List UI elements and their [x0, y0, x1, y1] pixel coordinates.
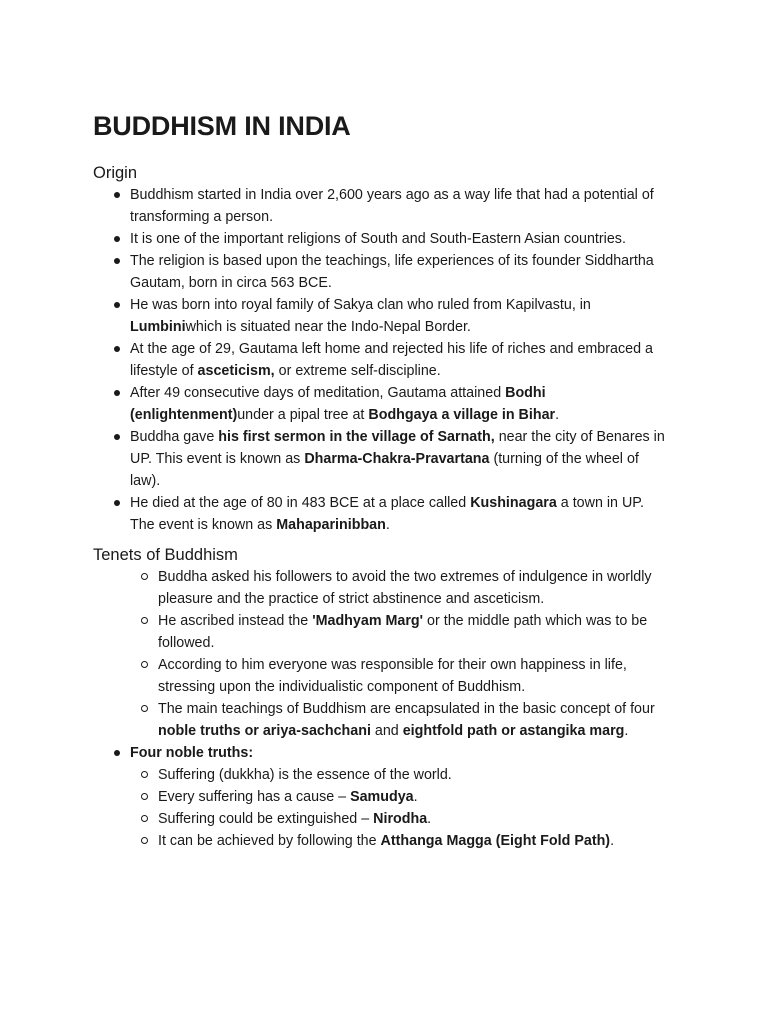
text-segment: Buddha gave: [130, 429, 219, 445]
list-item: [93, 698, 668, 742]
list-item: [93, 250, 668, 294]
bold-text: asceticism,: [197, 363, 275, 379]
bold-text: his first sermon in the village of Sarnath,: [218, 429, 495, 445]
list-item: [93, 830, 668, 852]
text-segment: It is one of the important religions of South and South-Eastern Asian countries.: [130, 231, 626, 247]
text-segment: near the city of Benares in UP. This event is known as: [130, 429, 665, 467]
text-segment: Buddhism started in India over 2,600 years ago as a way life that had a potential of transforming a person.: [130, 187, 654, 225]
bold-text: eightfold path or astangika marg: [402, 723, 625, 739]
bold-text: Bodhi (enlightenment): [130, 385, 546, 423]
section-heading-tenets: Tenets of Buddhism: [93, 546, 238, 564]
bold-text: Atthanga Magga (Eight Fold Path): [380, 833, 611, 849]
list-item: [93, 764, 668, 786]
text-segment: .: [555, 407, 560, 423]
text-segment: It can be achieved by following the: [158, 833, 381, 849]
text-segment: Suffering (dukkha) is the essence of the world.: [158, 767, 452, 783]
bold-text: Samudya: [350, 789, 414, 805]
list-item: [93, 492, 668, 536]
text-segment: .: [624, 723, 629, 739]
text-segment: a town in UP. The event is known as: [130, 495, 644, 533]
bold-text: Lumbini: [130, 319, 186, 335]
text-segment: He died at the age of 80 in 483 BCE at a place called: [130, 495, 471, 511]
noble-truths-item: [93, 742, 668, 852]
text-segment: .: [610, 833, 615, 849]
text-segment: which is situated near the Indo-Nepal Border.: [185, 319, 471, 335]
tenets-list: [93, 566, 668, 742]
text-segment: and: [370, 723, 403, 739]
text-segment: or extreme self-discipline.: [274, 363, 441, 379]
text-segment: The religion is based upon the teachings, life experiences of its founder Siddhartha Gautam, born in circa 563 BCE.: [130, 253, 654, 291]
page-title: BUDDHISM IN INDIA: [93, 111, 351, 141]
list-item: [93, 382, 668, 426]
text-segment: under a pipal tree at: [237, 407, 369, 423]
list-item: [93, 654, 668, 698]
text-segment: .: [385, 517, 390, 533]
noble-truths-label: Four noble truths:: [130, 745, 254, 761]
bold-text: Bodhgaya a village in Bihar: [368, 407, 556, 423]
text-segment: or the middle path which was to be followed.: [158, 613, 648, 651]
text-segment: The main teachings of Buddhism are encapsulated in the basic concept of four: [158, 701, 655, 717]
text-segment: Suffering could be extinguished –: [158, 811, 374, 827]
bold-text: Kushinagara: [470, 495, 557, 511]
text-segment: Every suffering has a cause –: [158, 789, 351, 805]
list-item: [93, 426, 668, 492]
text-segment: At the age of 29, Gautama left home and rejected his life of riches and embraced a lifestyle of: [130, 341, 653, 379]
list-item: [93, 610, 668, 654]
bold-text: Dharma-Chakra-Pravartana: [304, 451, 490, 467]
text-segment: .: [427, 811, 432, 827]
origin-list: [93, 184, 668, 536]
bold-text: Nirodha: [373, 811, 428, 827]
noble-truths-sublist: [93, 764, 668, 852]
list-item: [93, 566, 668, 610]
section-heading-origin: Origin: [93, 164, 138, 182]
list-item: [93, 338, 668, 382]
list-item: [93, 294, 668, 338]
text-segment: (turning of the wheel of law).: [130, 451, 639, 489]
text-segment: .: [413, 789, 418, 805]
list-item: [93, 786, 668, 808]
text-segment: Buddha asked his followers to avoid the two extremes of indulgence in worldly pleasure and the practice of strict abstinence and asceticism.: [158, 569, 652, 607]
text-segment: According to him everyone was responsible for their own happiness in life, stressing upon the individualistic component of Buddhism.: [158, 657, 627, 695]
text-segment: After 49 consecutive days of meditation, Gautama attained: [130, 385, 506, 401]
bold-text: noble truths or ariya-sachchani: [158, 723, 371, 739]
text-segment: He ascribed instead the: [158, 613, 313, 629]
list-item: [93, 184, 668, 228]
list-item: [93, 228, 668, 250]
text-segment: He was born into royal family of Sakya clan who ruled from Kapilvastu, in: [130, 297, 591, 313]
list-item: [93, 808, 668, 830]
bold-text: 'Madhyam Marg': [312, 613, 424, 629]
bold-text: Mahaparinibban: [276, 517, 386, 533]
noble-truths-list: [93, 742, 668, 852]
